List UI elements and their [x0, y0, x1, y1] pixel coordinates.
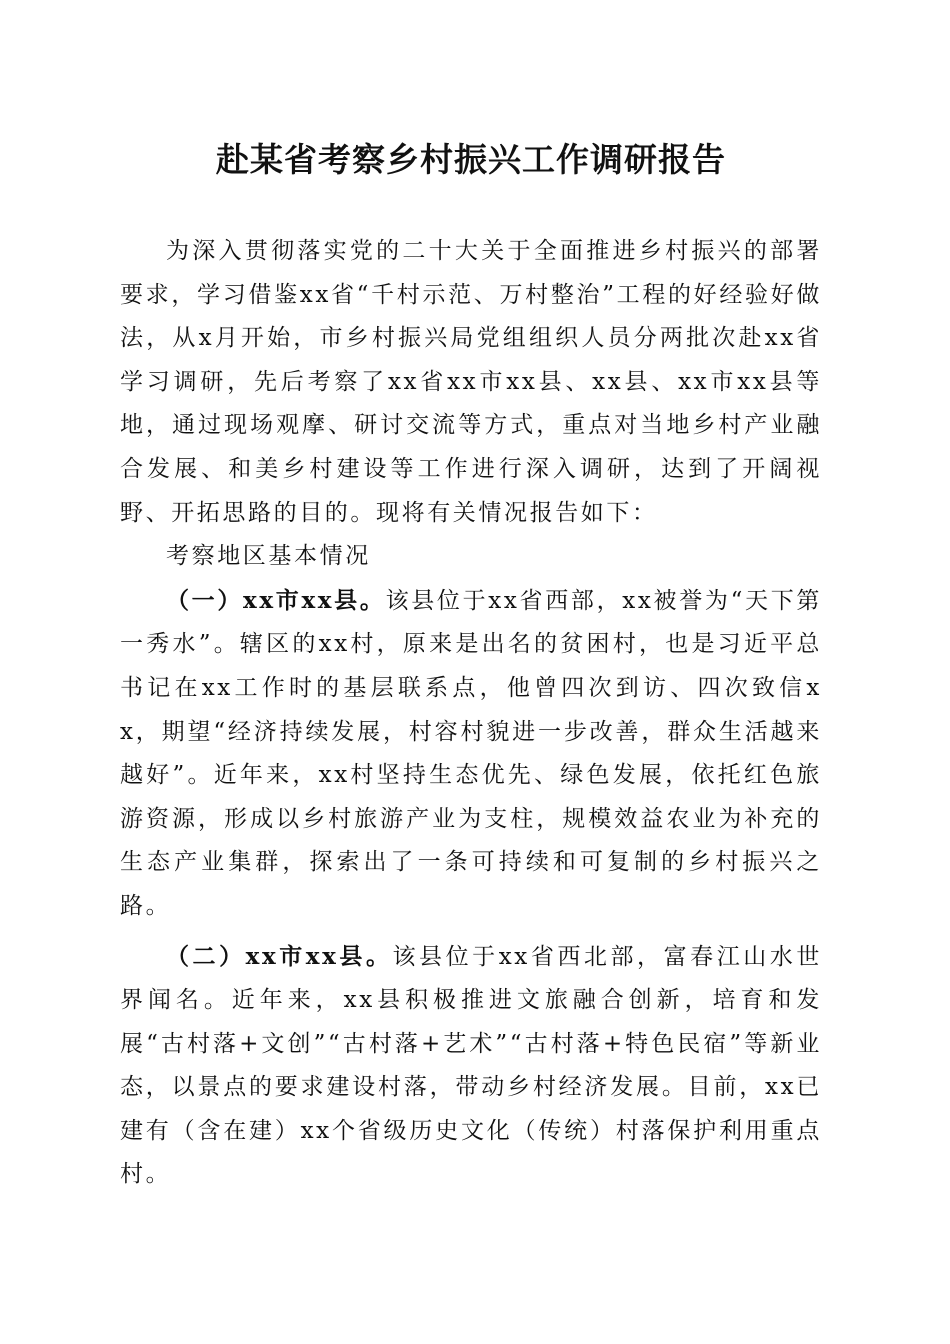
section-2-lead: （二）xx市xx县。 — [166, 942, 393, 970]
section-2-paragraph — [120, 935, 822, 1198]
document-title: 赴某省考察乡村振兴工作调研报告 — [216, 140, 726, 179]
document-body — [120, 230, 822, 1197]
section-1-paragraph — [120, 579, 822, 929]
section-1-text: 该县位于xx省西部，xx被誉为“天下第一秀水”。辖区的xx村，原来是出名的贫困村，也是习近平总书记在xx工作时的基层联系点，他曾四次到访、四次致信xx，期望“经济持续发展，村容村貌进一步改善，群众生活越来越好”。近年来，xx村坚持生态优先、绿色发展，依托红色旅游资源，形成以乡村旅游产业为支柱，规模效益农业为补充的生态产业集群，探索出了一条可持续和可复制的乡村振兴之路。 — [120, 587, 823, 919]
section-heading: 考察地区基本情况 — [166, 543, 371, 570]
section-2-text: 该县位于xx省西北部，富春江山水世界闻名。近年来，xx县积极推进文旅融合创新，培育和发展“古村落+文创”“古村落+艺术”“古村落+特色民宿”等新业态，以景点的要求建设村落，带动乡村经济发展。目前，xx已建有（含在建）xx个省级历史文化（传统）村落保护利用重点村。 — [120, 943, 822, 1188]
intro-paragraph: 为深入贯彻落实党的二十大关于全面推进乡村振兴的部署要求，学习借鉴xx省“千村示范、万村整治”工程的好经验好做法，从x月开始，市乡村振兴局党组组织人员分两批次赴xx省学习调研，先后考察了xx省xx市xx县、xx县、xx市xx县等地，通过现场观摩、研讨交流等方式，重点对当地乡村产业融合发展、和美乡村建设等工作进行深入调研，达到了开阔视野、开拓思路的目的。现将有关情况报告如下： — [120, 238, 822, 526]
section-1-lead: （一）xx市xx县。 — [166, 586, 386, 614]
